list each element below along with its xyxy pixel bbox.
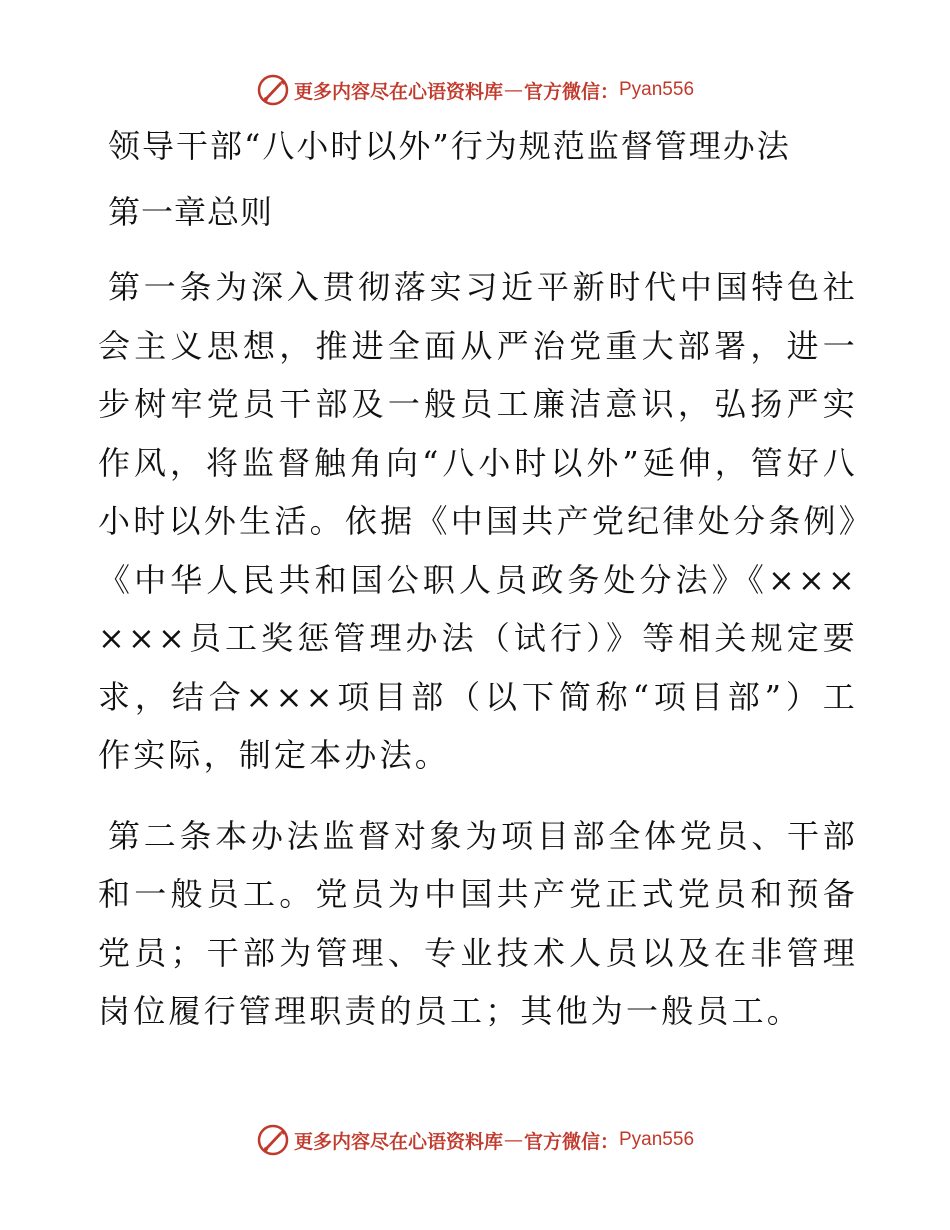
quill-logo-icon — [256, 73, 290, 107]
watermark-label: 官方微信： — [523, 1130, 619, 1153]
watermark-banner-top — [0, 70, 950, 110]
document-body — [98, 122, 858, 1063]
watermark-brand: 更多内容尽在心语资料库 — [293, 1130, 503, 1153]
watermark-wechat-id: Pyan556 — [619, 1129, 695, 1150]
watermark-wechat-id: Pyan556 — [619, 79, 695, 100]
document-title: 领导干部“八小时以外”行为规范监督管理办法 — [108, 127, 791, 165]
watermark-banner-bottom — [0, 1120, 950, 1160]
article-paragraph-1: 第一条为深入贯彻落实习近平新时代中国特色社会主义思想，推进全面从严治党重大部署，进一步树牢党员干部及一般员工廉洁意识，弘扬严实作风，将监督触角向“八小时以外”延伸，管好八小时以外生活。依据《中国共产党纪律处分条例》《中华人民共和国公职人员政务处分法》《××××××员工奖惩管理办法（试行）》等相关规定要求，结合×××项目部（以下简称“项目部”）工作实际，制定本办法。 — [98, 268, 858, 774]
watermark-dash: — — [503, 1129, 523, 1151]
quill-logo-icon — [256, 1123, 290, 1157]
watermark-label: 官方微信： — [523, 80, 619, 103]
chapter-heading: 第一章总则 — [108, 193, 274, 231]
article-paragraph-2: 第二条本办法监督对象为项目部全体党员、干部和一般员工。党员为中国共产党正式党员和预备党员；干部为管理、专业技术人员以及在非管理岗位履行管理职责的员工；其他为一般员工。 — [98, 816, 858, 1030]
watermark-brand: 更多内容尽在心语资料库 — [293, 80, 503, 103]
watermark-dash: — — [503, 79, 523, 101]
